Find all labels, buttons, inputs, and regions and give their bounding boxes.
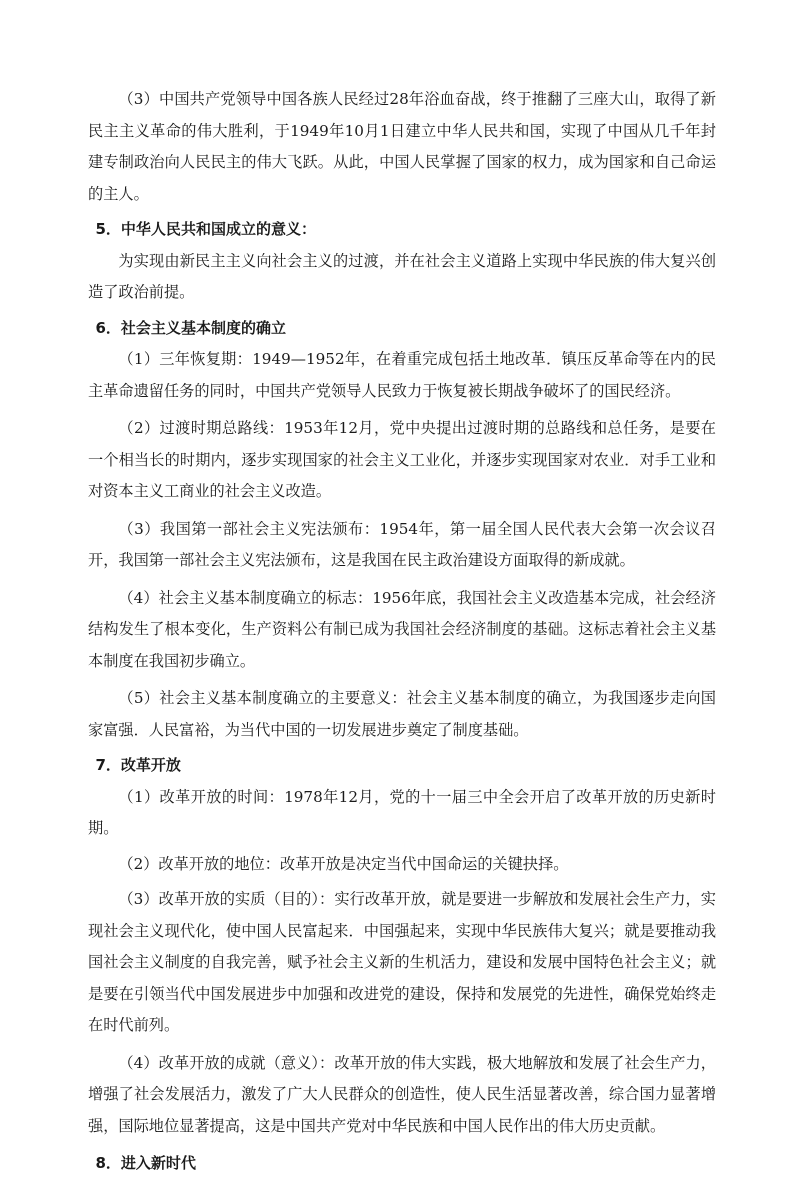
paragraph-7-3: （3）改革开放的实质（目的）：实行改革开放，就是要进一步解放和发展社会生产力，实现社会主义现代化，使中国人民富起来．中国强起来，实现中华民族伟大复兴；就是要推动我国社会主义制度的自我完善，赋予社会主义新的生机活力，建设和发展中国特色社会主义；就是要在引领当代中国发展进步中加强和改进党的建设，保持和发展党的先进性，确保党始终走在时代前列。	[88, 890, 716, 1034]
paragraph-significance: 为实现由新民主主义向社会主义的过渡，并在社会主义道路上实现中华民族的伟大复兴创造了政治前提。	[88, 251, 716, 301]
heading-5-significance: 5．中华人民共和国成立的意义：	[95, 220, 316, 238]
paragraph-6-3: （3）我国第一部社会主义宪法颁布：1954年，第一届全国人民代表大会第一次会议召开，我国第一部社会主义宪法颁布，这是我国在民主政治建设方面取得的新成就。	[88, 519, 716, 569]
heading-6-socialist-system: 6．社会主义基本制度的确立	[95, 318, 286, 337]
paragraph-6-5: （5）社会主义基本制度确立的主要意义：社会主义基本制度的确立，为我国逐步走向国家富强．人民富裕，为当代中国的一切发展进步奠定了制度基础。	[88, 689, 716, 739]
paragraph-6-4: （4）社会主义基本制度确立的标志：1956年底，我国社会主义改造基本完成，社会经济结构发生了根本变化，生产资料公有制已成为我国社会经济制度的基础。这标志着社会主义基本制度在我国初步确立。	[88, 588, 716, 670]
heading-7-reform: 7．改革开放	[95, 756, 181, 774]
paragraph-7-4: （4）改革开放的成就（意义）：改革开放的伟大实践，极大地解放和发展了社会生产力，增强了社会发展活力，激发了广大人民群众的创造性，使人民生活显著改善，综合国力显著增强，国际地位显著提高，这是中国共产党对中华民族和中国人民作出的伟大历史贡献。	[88, 1053, 716, 1135]
paragraph-6-2: （2）过渡时期总路线：1953年12月，党中央提出过渡时期的总路线和总任务，是要在一个相当长的时期内，逐步实现国家的社会主义工业化，并逐步实现国家对农业．对手工业和对资本主义工商业的社会主义改造。	[88, 419, 716, 500]
paragraph-item3-founding: （3）中国共产党领导中国各族人民经过28年浴血奋战，终于推翻了三座大山，取得了新民主主义革命的伟大胜利，于1949年10月1日建立中华人民共和国，实现了中国从几千年封建专制政治向人民民主的伟大飞跃。从此，中国人民掌握了国家的权力，成为国家和自己命运的主人。	[88, 90, 716, 203]
heading-8-new-era: 8．进入新时代	[95, 1154, 196, 1172]
paragraph-6-1: （1）三年恢复期：1949—1952年，在着重完成包括土地改革．镇压反革命等在内的民主革命遗留任务的同时，中国共产党领导人民致力于恢复被长期战争破坏了的国民经济。	[88, 350, 716, 400]
paragraph-7-1: （1）改革开放的时间：1978年12月，党的十一届三中全会开启了改革开放的历史新时期。	[88, 787, 716, 837]
document-page	[88, 84, 716, 1180]
paragraph-7-2: （2）改革开放的地位：改革开放是决定当代中国命运的关键抉择。	[118, 854, 569, 873]
